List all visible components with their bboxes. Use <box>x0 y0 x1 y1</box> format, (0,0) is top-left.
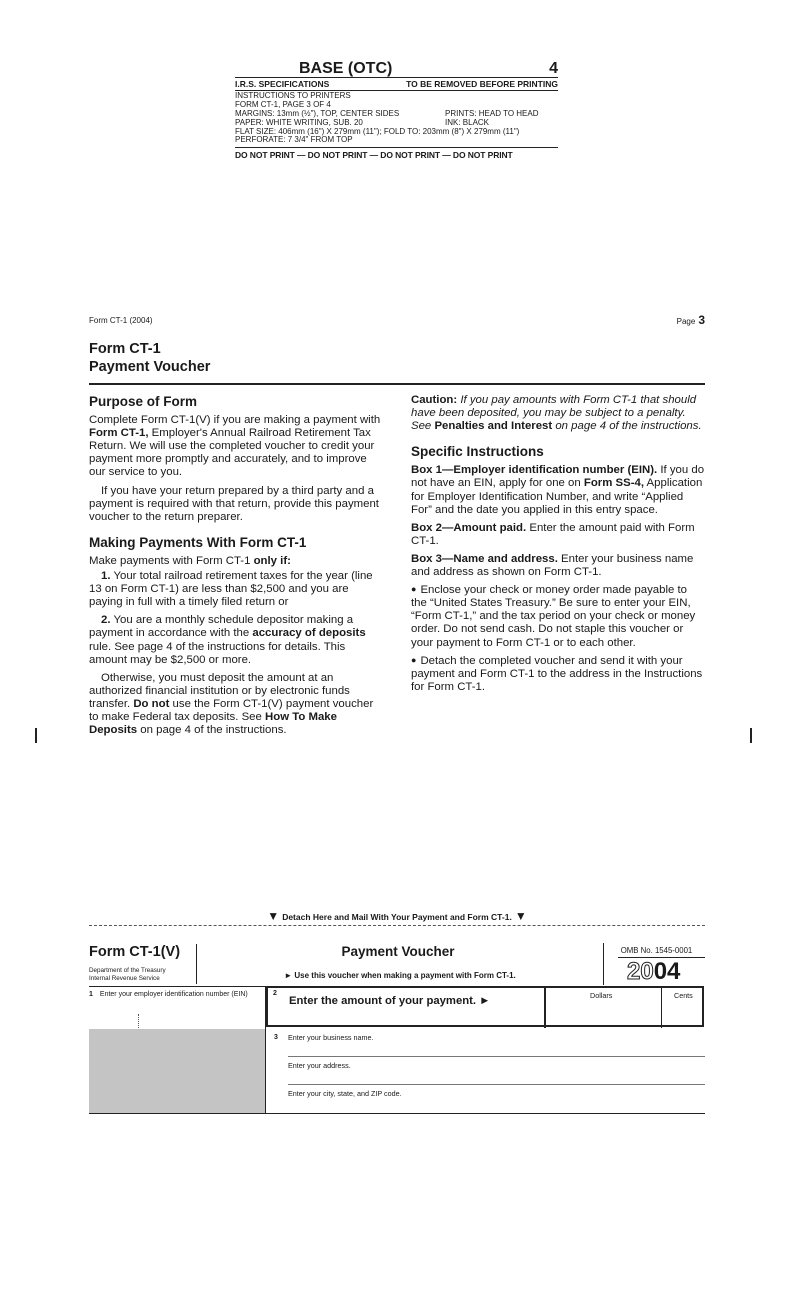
text: on page 4 of the instructions. <box>552 420 702 433</box>
making-intro <box>89 555 385 568</box>
ein-field[interactable] <box>89 987 265 1029</box>
irs-specs-label: I.R.S. SPECIFICATIONS <box>235 79 330 89</box>
text: Complete Form CT-1(V) if you are making a payment with <box>89 414 381 427</box>
spec-line-left: PAPER: WHITE WRITING, SUB. 20 <box>235 117 363 127</box>
right-arrow-icon: ► <box>284 971 293 980</box>
box-number: 2 <box>273 990 277 997</box>
spec-page-number: 4 <box>549 60 558 77</box>
page-title <box>89 340 210 376</box>
text-bold: Do not <box>133 697 170 710</box>
down-arrow-icon: ▼ <box>267 909 280 923</box>
divider <box>661 986 662 1028</box>
page-label: Page <box>676 317 696 326</box>
title-rule <box>89 383 705 385</box>
spec-line: PERFORATE: 7 3/4" FROM TOP <box>235 135 353 145</box>
making-payments-heading: Making Payments With Form CT-1 <box>89 534 307 550</box>
spec-line-right: INK: BLACK <box>445 117 490 127</box>
caution-label: Caution: <box>411 394 458 406</box>
text-bold: Form CT-1, <box>89 427 149 440</box>
divider <box>544 986 546 1028</box>
caution-paragraph <box>411 394 705 433</box>
voucher-heading-block <box>200 944 600 980</box>
detach-text: Detach Here and Mail With Your Payment and Form CT-1. <box>282 912 512 922</box>
down-arrow-icon: ▼ <box>514 909 527 923</box>
bullet-item: ● Enclose your check or money order made payable to the “United States Treasury.” Be sure to enter your EIN, “Form CT-1,” and the tax period on your check or money order. Do not send cash. Do not staple this voucher or your payment to Form CT-1 or to each other. <box>411 584 705 649</box>
cents-field[interactable]: Cents <box>674 991 693 1000</box>
purpose-paragraph-2: If you have your return prepared by a third party and a payment is required with that return, provide this payment voucher to the return preparer. <box>89 484 379 523</box>
text: Make payments with Form CT-1 <box>89 554 254 567</box>
text: Application for Employer Identification Number, and write “Applied For” and the date you applied in this entry space. <box>411 477 703 516</box>
text: Enter the amount paid with Form CT-1. <box>411 521 695 547</box>
divider <box>288 1056 705 1057</box>
text: Enter your business name and address as shown on Form CT-1. <box>411 552 694 579</box>
base-title: BASE (OTC) <box>299 60 393 77</box>
page-title-line1: Form CT-1 <box>89 341 161 357</box>
box-label: Box 3—Name and address. <box>411 552 558 565</box>
printer-spec-block <box>235 60 558 160</box>
text-bold: Form SS-4, <box>583 477 645 490</box>
fold-mark-left <box>35 728 37 743</box>
running-header <box>89 313 705 330</box>
spec-line: FLAT SIZE: 406mm (16") X 279mm (11"); FOLD TO: 203mm (8") X 279mm (11") <box>235 126 520 136</box>
left-column <box>89 395 385 742</box>
form-reference: Form CT-1 (2004) <box>89 316 153 325</box>
box1-instructions <box>411 464 705 516</box>
fold-mark-right <box>750 728 752 743</box>
list-item <box>89 570 385 609</box>
voucher-subheading <box>200 971 600 980</box>
dollars-field[interactable]: Dollars <box>590 991 613 1000</box>
text: Otherwise, you must deposit the amount at an authorized financial institution or by electronic funds transfer. <box>89 671 350 710</box>
detach-instruction <box>89 909 705 923</box>
otherwise-paragraph <box>89 672 385 737</box>
shaded-area <box>89 1029 266 1113</box>
text: If you do not have an EIN, apply for one on <box>411 464 705 490</box>
box2-instructions <box>411 522 705 548</box>
page-indicator <box>677 313 705 327</box>
text: on page 4 of the instructions. <box>137 724 287 737</box>
right-column <box>411 394 705 699</box>
purpose-paragraph <box>89 414 385 479</box>
remove-note: TO BE REMOVED BEFORE PRINTING <box>406 79 558 89</box>
text-bold: accuracy of deposits <box>252 627 366 640</box>
address-field[interactable]: Enter your address. <box>288 1061 351 1070</box>
box-number: 3 <box>274 1034 278 1041</box>
text: rule. See page 4 of the instructions for details. This amount may be $2,500 or more. <box>89 640 346 666</box>
do-not-print-line: DO NOT PRINT — DO NOT PRINT — DO NOT PRINT — DO NOT PRINT <box>235 147 558 160</box>
text: Your total railroad retirement taxes for the year (line 13 on Form CT-1) are less than $2,500 and you are paying in full with a timely filed return or <box>89 570 373 609</box>
list-item <box>89 614 385 666</box>
year-outline: 20 <box>627 958 654 985</box>
spec-line-left: MARGINS: 13mm (½"), TOP, CENTER SIDES <box>235 108 400 118</box>
text: Use this voucher when making a payment with Form CT-1. <box>292 971 516 980</box>
spec-line: FORM CT-1, PAGE 3 OF 4 <box>235 99 331 109</box>
item-number: 2. <box>101 614 111 627</box>
divider <box>89 1113 705 1114</box>
spec-line-right: PRINTS: HEAD TO HEAD <box>445 108 539 118</box>
box3-instructions <box>411 553 705 579</box>
dept-line: Internal Revenue Service <box>89 974 160 982</box>
spec-line: INSTRUCTIONS TO PRINTERS <box>235 91 351 100</box>
payment-amount-label: Enter the amount of your payment. ► <box>289 995 491 1007</box>
text: Employer's Annual Railroad Retirement Tax Return. We will use the completed voucher to credit your payment more promptly and accurately, and to improve our service to you. <box>89 427 375 479</box>
item-number: 1. <box>101 570 111 583</box>
box-number: 1 <box>89 991 93 998</box>
business-name-field[interactable]: Enter your business name. <box>288 1033 374 1042</box>
tax-year <box>627 958 680 986</box>
divider <box>288 1084 705 1085</box>
perforation-line <box>89 925 705 926</box>
box-label: Box 1—Employer identification number (EIN). <box>411 464 658 477</box>
ein-separator <box>138 1014 139 1028</box>
voucher-heading: Payment Voucher <box>341 944 455 959</box>
box-label: Box 2—Amount paid. <box>411 521 527 534</box>
text-bold: only if: <box>253 554 291 567</box>
specific-instructions-heading: Specific Instructions <box>411 444 544 460</box>
box1-caption <box>89 991 265 998</box>
omb-number: OMB No. 1545-0001 <box>620 946 693 955</box>
city-state-zip-field[interactable]: Enter your city, state, and ZIP code. <box>288 1089 402 1098</box>
text: use the Form CT-1(V) payment voucher to make Federal tax deposits. See <box>89 697 374 723</box>
bullet-item: ● Detach the completed voucher and send it with your payment and Form CT-1 to the address in the Instructions for Form CT-1. <box>411 655 705 694</box>
text-bold: Penalties and Interest <box>434 420 553 433</box>
text: If you pay amounts with Form CT-1 that should have been deposited, you may be subject to a penalty. See <box>411 394 697 433</box>
box-label: Enter your employer identification number (EIN) <box>99 991 248 998</box>
purpose-heading: Purpose of Form <box>89 394 198 409</box>
dept-line: Department of the Treasury <box>89 967 166 974</box>
page-title-line2: Payment Voucher <box>89 359 211 375</box>
voucher-form-title: Form CT-1(V) <box>89 944 181 960</box>
text: You are a monthly schedule depositor making a payment in accordance with the <box>89 614 354 640</box>
department-label <box>89 967 166 982</box>
year-solid: 04 <box>653 958 681 985</box>
page-number: 3 <box>698 313 705 327</box>
text-bold: How To Make Deposits <box>89 710 337 737</box>
divider <box>235 77 558 78</box>
